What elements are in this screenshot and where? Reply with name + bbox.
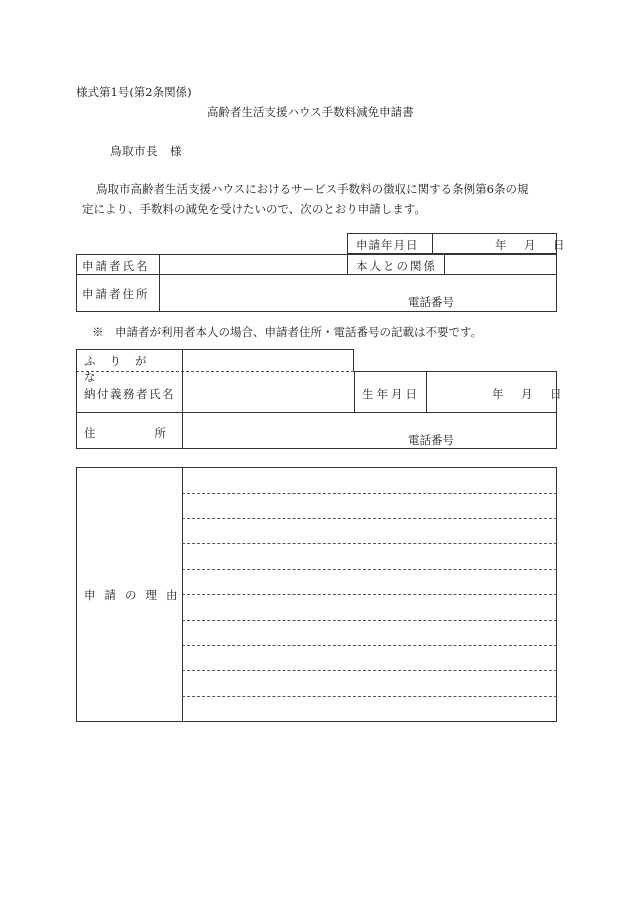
application-date-label: 申請年月日 <box>356 238 419 252</box>
reason-line <box>182 493 557 494</box>
form-number: 様式第1号(第2条関係) <box>76 85 192 99</box>
applicant-address-label: 申請者住所 <box>82 287 150 301</box>
birthdate-label: 生年月日 <box>362 387 420 401</box>
applicant-address-field[interactable] <box>161 276 555 310</box>
reason-line <box>182 620 557 621</box>
body-text-line-2: 定により、手数料の減免を受けたいので、次のとおり申請します。 <box>82 202 426 216</box>
reason-line <box>182 696 557 697</box>
applicant-name-label: 申請者氏名 <box>82 259 150 273</box>
applicant-name-field[interactable] <box>161 256 345 273</box>
furigana-field[interactable] <box>184 351 352 369</box>
applicant-phone-label: 電話番号 <box>408 295 454 309</box>
payer-name-field[interactable] <box>184 373 352 410</box>
reason-line <box>182 569 557 570</box>
body-text-line-1: 鳥取市高齢者生活支援ハウスにおけるサービス手数料の徴収に関する条例第6条の規 <box>96 182 529 196</box>
birthdate-field[interactable]: 年 月 日 <box>492 387 565 401</box>
reason-line <box>182 594 557 595</box>
application-date-field[interactable]: 年 月 日 <box>495 238 568 252</box>
reason-line <box>182 543 557 544</box>
reason-label: 申請の理由 <box>84 588 187 602</box>
payer-address-field[interactable] <box>184 414 555 447</box>
furigana-label: ふりがな <box>84 354 161 384</box>
reason-line <box>182 670 557 671</box>
relationship-field[interactable] <box>446 256 554 273</box>
payer-name-label: 納付義務者氏名 <box>84 387 175 401</box>
addressee: 鳥取市長 様 <box>110 144 182 158</box>
reason-line <box>182 645 557 646</box>
relationship-label: 本人との関係 <box>356 259 437 273</box>
note-text: ※ 申請者が利用者本人の場合、申請者住所・電話番号の記載は不要です。 <box>92 325 483 339</box>
payer-phone-label: 電話番号 <box>408 433 454 447</box>
address-label: 住 所 <box>84 426 178 440</box>
reason-line <box>182 518 557 519</box>
document-title: 高齢者生活支援ハウス手数料減免申請書 <box>207 105 414 119</box>
